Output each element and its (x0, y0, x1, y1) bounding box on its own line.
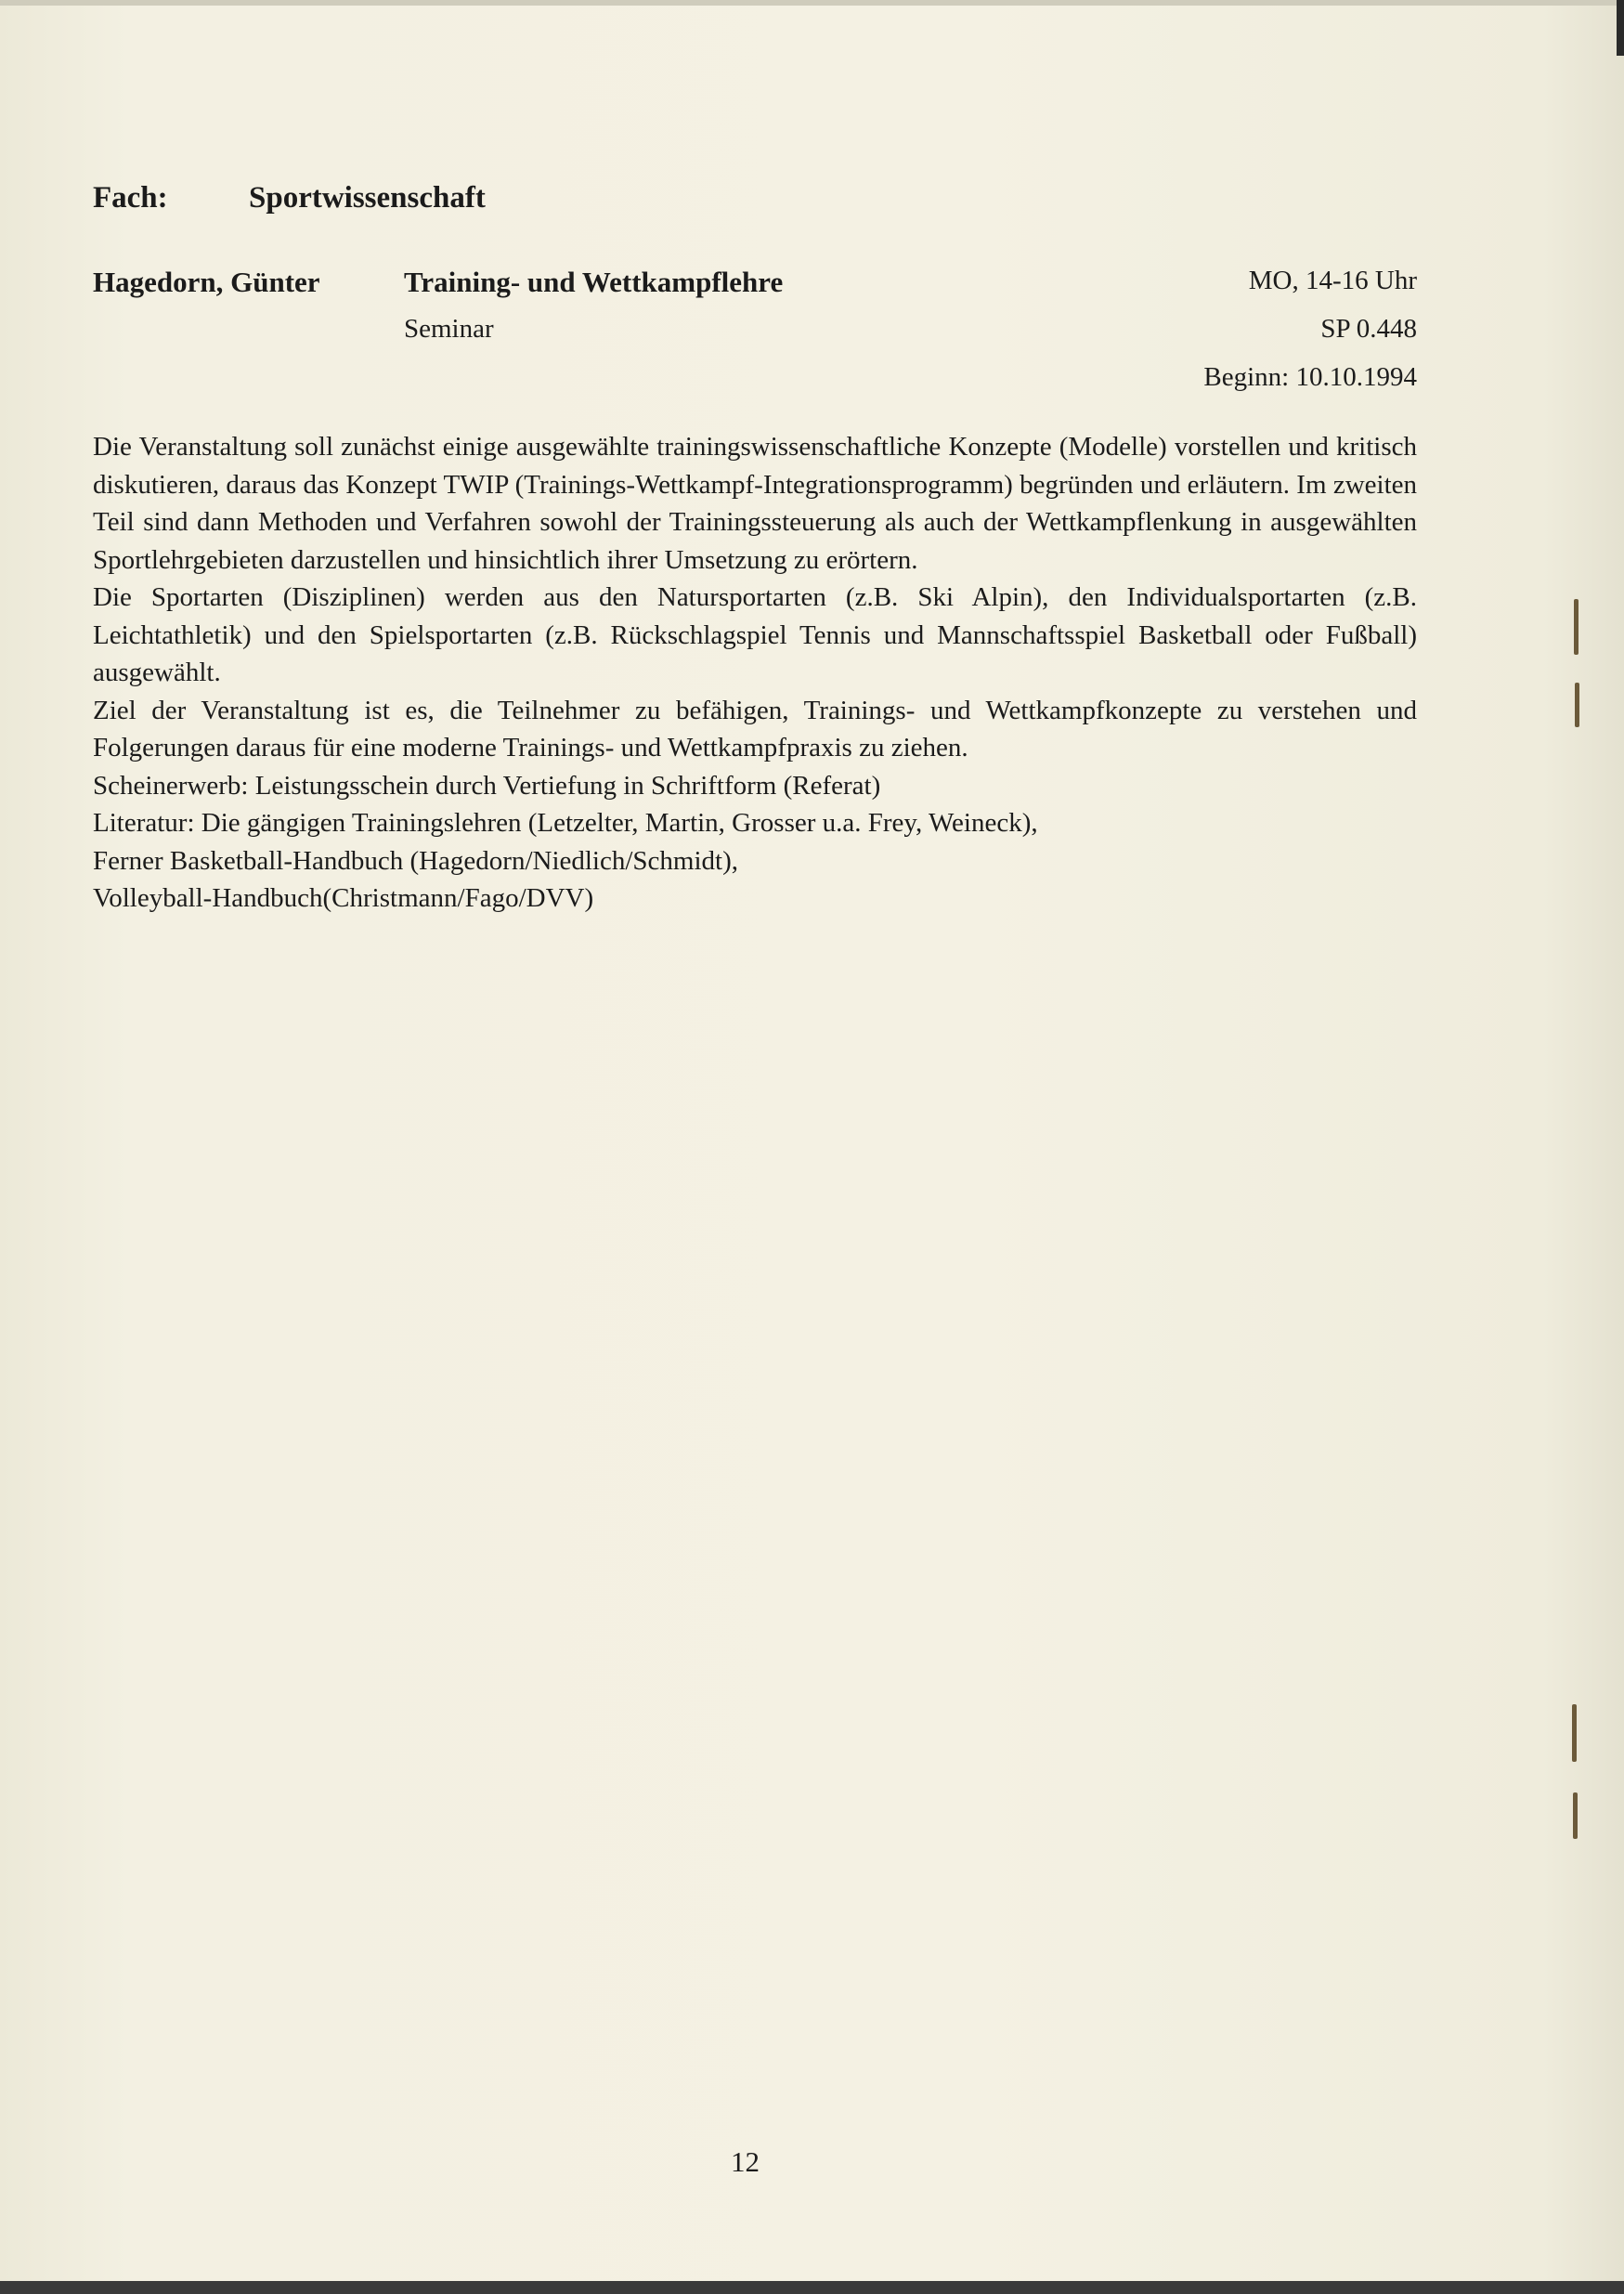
subject-value: Sportwissenschaft (249, 181, 486, 215)
course-header (93, 266, 1417, 392)
literature-line: Ferner Basketball-Handbuch (Hagedorn/Niedlich/Schmidt), (93, 845, 738, 876)
requirements-block (93, 767, 1417, 918)
description-paragraph: Die Veranstaltung soll zunächst einige ausgewählte trainingswissenschaftliche Konzepte (Modelle) vorstellen und kritisch diskutieren, daraus das Konzept TWIP (Trainings-Wettkampf-Integrationsprogramm) begründen und erläutern. Im zweiten Teil sind dann Methoden und Verfahren sowohl der Trainingssteuerung als auch der Wettkampflenkung in ausgewählten Sportlehrgebieten darzustellen und hinsichtlich ihrer Umsetzung zu erörtern. (93, 432, 1417, 575)
subject-row (93, 181, 1417, 215)
course-title: Training- und Wettkampflehre (404, 266, 784, 298)
staple-mark (1574, 599, 1579, 655)
page-top-edge (0, 0, 1624, 6)
page-right-edge (1617, 0, 1624, 56)
staple-mark (1573, 1792, 1578, 1839)
course-start-date: Beginn: 10.10.1994 (1203, 362, 1417, 392)
staple-mark (1572, 1704, 1577, 1762)
course-room: SP 0.448 (1320, 314, 1417, 344)
certificate-requirements: Scheinerwerb: Leistungsschein durch Vertiefung in Schriftform (Referat) (93, 770, 881, 801)
page-bottom-edge (0, 2281, 1624, 2294)
literature-line: Literatur: Die gängigen Trainingslehren (Letzelter, Martin, Grosser u.a. Frey, Weineck), (93, 808, 1038, 838)
description-paragraph: Ziel der Veranstaltung ist es, die Teilnehmer zu befähigen, Trainings- und Wettkampfkonzepte zu verstehen und Folgerungen daraus für eine moderne Trainings- und Wettkampfpraxis zu ziehen. (93, 695, 1417, 762)
course-time: MO, 14-16 Uhr (1248, 266, 1417, 295)
literature-line: Volleyball-Handbuch(Christmann/Fago/DVV) (93, 883, 594, 913)
subject-label: Fach: (93, 181, 168, 215)
lecturer-name: Hagedorn, Günter (93, 266, 320, 298)
course-type: Seminar (404, 314, 494, 344)
staple-mark (1575, 683, 1579, 727)
description-paragraph: Die Sportarten (Disziplinen) werden aus den Natursportarten (z.B. Ski Alpin), den Individualsportarten (z.B. Leichtathletik) und den Spielsportarten (z.B. Rückschlagspiel Tennis und Mannschaftsspiel Basketball oder Fußball) ausgewählt. (93, 582, 1417, 687)
course-entry (93, 181, 1417, 918)
page-number: 12 (731, 2145, 760, 2178)
course-description (93, 428, 1417, 918)
